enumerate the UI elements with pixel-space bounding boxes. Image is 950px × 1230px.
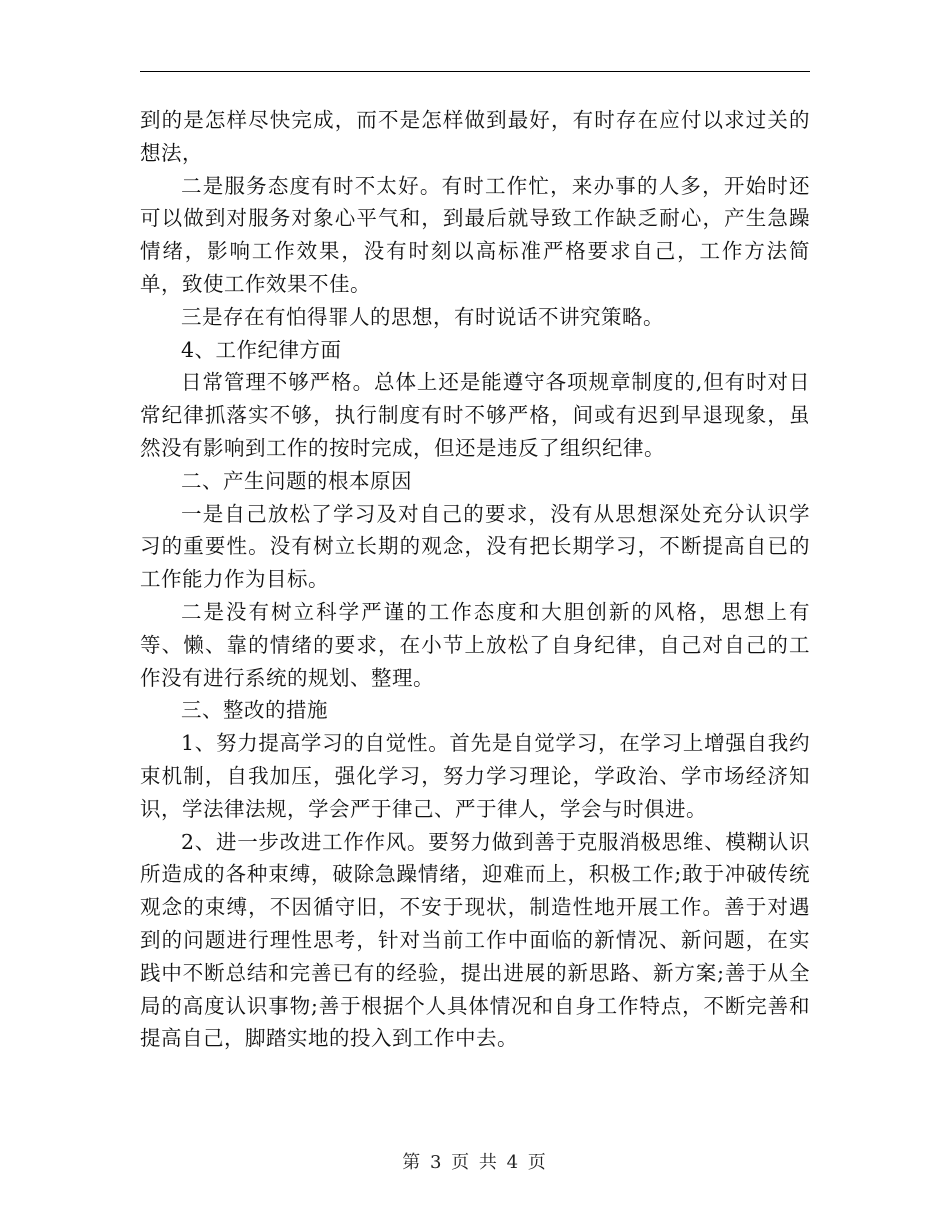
footer-page-number: 3	[429, 1152, 444, 1173]
document-body	[140, 104, 810, 1055]
paragraph: 二是服务态度有时不太好。有时工作忙，来办事的人多，开始时还可以做到对服务对象心平气和，到最后就导致工作缺乏耐心，产生急躁情绪，影响工作效果，没有时刻以高标准严格要求自己，工作方法简单，致使工作效果不佳。	[140, 173, 810, 296]
footer-label-of: 页 共	[451, 1152, 499, 1173]
header-rule	[140, 71, 810, 72]
page-footer	[0, 1148, 950, 1174]
section-heading: 4、工作纪律方面	[181, 337, 342, 362]
paragraph: 日常管理不够严格。总体上还是能遵守各项规章制度的,但有时对日常纪律抓落实不够，执行制度有时不够严格，间或有迟到早退现象，虽然没有影响到工作的按时完成，但还是违反了组织纪律。	[140, 370, 810, 460]
paragraph: 到的是怎样尽快完成，而不是怎样做到最好，有时存在应付以求过关的想法，	[140, 108, 810, 165]
footer-total-pages: 4	[506, 1152, 521, 1173]
section-heading: 三、整改的措施	[181, 698, 328, 723]
paragraph: 三是存在有怕得罪人的思想，有时说话不讲究策略。	[181, 304, 664, 329]
paragraph: 2、进一步改进工作作风。要努力做到善于克服消极思维、模糊认识所造成的各种束缚，破除急躁情绪，迎难而上，积极工作;敢于冲破传统观念的束缚，不因循守旧，不安于现状，制造性地开展工作。善于对遇到的问题进行理性思考，针对当前工作中面临的新情况、新问题，在实践中不断总结和完善已有的经验，提出进展的新思路、新方案;善于从全局的高度认识事物;善于根据个人具体情况和自身工作特点，不断完善和提高自己，脚踏实地的投入到工作中去。	[140, 829, 810, 1051]
section-heading: 二、产生问题的根本原因	[181, 468, 412, 493]
paragraph: 二是没有树立科学严谨的工作态度和大胆创新的风格，思想上有等、懒、靠的情绪的要求，在小节上放松了自身纪律，自己对自己的工作没有进行系统的规划、整理。	[140, 599, 810, 690]
paragraph: 一是自己放松了学习及对自己的要求，没有从思想深处充分认识学习的重要性。没有树立长期的观念，没有把长期学习，不断提高自已的工作能力作为目标。	[140, 501, 810, 592]
footer-label-end: 页	[527, 1152, 548, 1173]
paragraph: 1、努力提高学习的自觉性。首先是自觉学习，在学习上增强自我约束机制，自我加压，强化学习，努力学习理论，学政治、学市场经济知识，学法律法规，学会严于律己、严于律人，学会与时俱进。	[140, 731, 810, 821]
footer-label-page: 第	[402, 1152, 423, 1173]
